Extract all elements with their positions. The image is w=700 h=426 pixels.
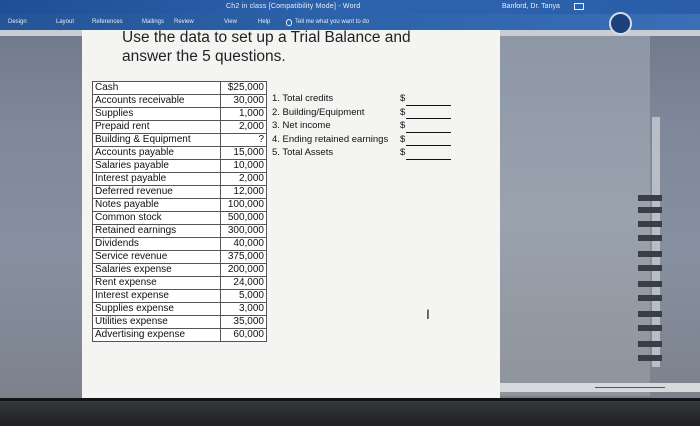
answer-blank[interactable] [406, 149, 451, 160]
account-amount: 100,000 [221, 199, 267, 212]
account-name: Advertising expense [93, 329, 221, 342]
account-name: Supplies [93, 108, 221, 121]
account-name: Salaries payable [93, 160, 221, 173]
question-label: 4. Ending retained earnings [272, 133, 389, 145]
title-bar [0, 0, 700, 14]
account-amount: ? [221, 134, 267, 147]
account-amount: 2,000 [221, 173, 267, 186]
account-amount: 10,000 [221, 160, 267, 173]
heading-line-2: answer the 5 questions. [122, 48, 286, 65]
table-row [93, 108, 267, 121]
table-row [93, 290, 267, 303]
currency-sign: $ [400, 93, 406, 104]
account-name: Interest expense [93, 290, 221, 303]
account-name: Service revenue [93, 251, 221, 264]
account-name: Accounts receivable [93, 95, 221, 108]
currency-sign: $ [400, 120, 406, 132]
table-row [93, 251, 267, 264]
heading-line-1: Use the data to set up a Trial Balance and [122, 29, 411, 46]
account-amount: 60,000 [221, 329, 267, 342]
answer-blank[interactable] [406, 135, 451, 146]
account-amount: 375,000 [221, 251, 267, 264]
question-5 [272, 146, 406, 160]
ribbon-display-icon[interactable] [574, 3, 584, 10]
side-thumbnails [638, 195, 662, 385]
status-bar [500, 383, 700, 392]
account-name: Supplies expense [93, 303, 221, 316]
currency-sign: $ [400, 147, 406, 159]
instructions-heading [122, 30, 492, 66]
webcam-badge-icon [609, 12, 632, 35]
account-name: Dividends [93, 238, 221, 251]
document-background-right [500, 36, 650, 396]
table-row [93, 199, 267, 212]
question-1 [272, 92, 406, 106]
answer-blank[interactable] [406, 108, 451, 119]
question-2 [272, 106, 406, 120]
account-name: Accounts payable [93, 147, 221, 160]
account-name: Rent expense [93, 277, 221, 290]
question-label: 1. Total credits [272, 93, 334, 104]
currency-sign: $ [400, 106, 406, 118]
trial-balance-table [92, 81, 267, 342]
account-name: Retained earnings [93, 225, 221, 238]
table-row [93, 173, 267, 186]
window-title: Ch2 in class [Compatibility Mode] - Word [226, 3, 361, 10]
table-row [93, 303, 267, 316]
answer-blank[interactable] [406, 122, 451, 133]
user-name[interactable]: Banford, Dr. Tanya [502, 3, 560, 10]
tab-layout[interactable]: Layout [56, 19, 75, 25]
table-row [93, 147, 267, 160]
account-name: Prepaid rent [93, 121, 221, 134]
table-row [93, 121, 267, 134]
account-amount: 500,000 [221, 212, 267, 225]
table-row [93, 134, 267, 147]
tab-design[interactable]: Design [8, 19, 27, 25]
account-name: Salaries expense [93, 264, 221, 277]
text-cursor-icon: I [426, 306, 430, 322]
account-amount: 200,000 [221, 264, 267, 277]
table-row [93, 264, 267, 277]
tab-review[interactable]: Review [174, 19, 194, 25]
question-label: 2. Building/Equipment [272, 106, 365, 118]
table-row [93, 238, 267, 251]
table-row [93, 225, 267, 238]
tab-references[interactable]: References [92, 19, 123, 25]
zoom-slider[interactable] [595, 387, 665, 388]
account-name: Utilities expense [93, 316, 221, 329]
tab-view[interactable]: View [224, 19, 237, 25]
table-row [93, 95, 267, 108]
table-row [93, 212, 267, 225]
account-amount: 15,000 [221, 147, 267, 160]
account-amount: 2,000 [221, 121, 267, 134]
lightbulb-icon [286, 19, 292, 26]
account-amount: 1,000 [221, 108, 267, 121]
account-name: Notes payable [93, 199, 221, 212]
table-row [93, 277, 267, 290]
question-4 [272, 133, 406, 147]
account-amount: 30,000 [221, 95, 267, 108]
questions-list [272, 92, 406, 160]
answer-blank[interactable] [406, 95, 451, 106]
account-name: Interest payable [93, 173, 221, 186]
account-amount: 5,000 [221, 290, 267, 303]
account-amount: 3,000 [221, 303, 267, 316]
question-label: 5. Total Assets [272, 147, 334, 159]
account-amount: 300,000 [221, 225, 267, 238]
currency-sign: $ [400, 133, 406, 145]
table-row [93, 329, 267, 342]
account-amount: $25,000 [221, 82, 267, 95]
account-name: Common stock [93, 212, 221, 225]
question-label: 3. Net income [272, 120, 331, 132]
tab-help[interactable]: Help [258, 19, 271, 25]
monitor-bezel [0, 398, 700, 426]
account-amount: 35,000 [221, 316, 267, 329]
tell-me-placeholder: Tell me what you want to do [295, 19, 370, 25]
account-name: Cash [93, 82, 221, 95]
table-row [93, 186, 267, 199]
table-row [93, 160, 267, 173]
account-name: Building & Equipment [93, 134, 221, 147]
account-amount: 40,000 [221, 238, 267, 251]
tab-mailings[interactable]: Mailings [142, 19, 165, 25]
document-page[interactable] [82, 30, 500, 426]
account-name: Deferred revenue [93, 186, 221, 199]
table-row [93, 82, 267, 95]
table-row [93, 316, 267, 329]
question-3 [272, 119, 406, 133]
account-amount: 12,000 [221, 186, 267, 199]
account-amount: 24,000 [221, 277, 267, 290]
